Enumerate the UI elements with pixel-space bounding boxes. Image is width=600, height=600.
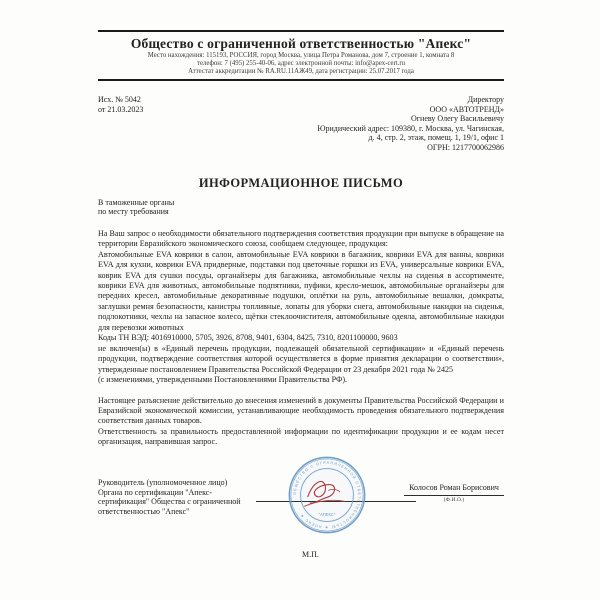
letterhead-bottom-rule	[98, 79, 504, 81]
round-stamp-icon	[287, 455, 367, 535]
signatory-title-line: сертификация" Общества с ограниченной	[98, 497, 241, 507]
signature-section	[98, 460, 504, 574]
company-name: Общество с ограниченной ответственностью "Апекс"	[130, 36, 472, 51]
outgoing-date: от 21.03.2023	[98, 104, 144, 114]
recipient-line: д. 4, стр. 2, этаж, помещ. 1, 19/1, офис 1	[368, 133, 504, 143]
body-paragraph-amendments: (с изменениями, утвержденными Постановлениями Правительства РФ).	[98, 375, 348, 385]
addressee-note	[98, 198, 504, 217]
recipient-line: ОГРН: 1217700062986	[427, 142, 504, 152]
body-paragraph-validity: Настоящее разъяснение действительно до внесения изменений в документы Правительства Российской Федерации и Евразийской экономической комиссии, устанавливающие необходимость проведения обязательного подтверждения соответствия данных товаров.	[98, 395, 504, 426]
company-stamp	[287, 455, 367, 535]
stamp-inner-text: "АПЕКС"	[318, 511, 336, 517]
recipient-line: Огневу Олегу Васильевичу	[411, 114, 504, 124]
signatory-title-line: ответственностью "Апекс"	[98, 507, 190, 517]
outgoing-number: Исх. № 5042	[98, 95, 141, 104]
body-paragraph-intro: На Ваш запрос о необходимости обязательного подтверждения соответствия продукции при выпуске в обращение на территории Евразийского экономического союза, сообщаем следующее, продукция:	[98, 228, 504, 249]
stamp-ring-text: ОБЩЕСТВО С ОГРАНИЧЕННОЙ ОТВЕТСТВЕННОСТЬЮ ★ АПЕКС ★	[292, 460, 362, 530]
letterhead	[98, 30, 504, 81]
body-paragraph-products: Автомобильные EVA коврики в салон, автомобильные EVA коврики в багажник, коврики EVA для ванны, коврики EVA для кухни, коврики EVA придверные, подставки под цветочные горшки из EVA, универсальные коврики EVA, коврик EVA для сушки посуды, органайзеры для багажника, автомобильные чехлы на сиденья в ассортименте, коврики EVA для животных, автомобильные подпятники, пуфики, кресло-мешок, автомобильные органайзеры для передних кресел, автомобильные декоративные подушки, оплётки на руль, автомобильные вешалки, домкраты, заглушки ремня безопасности, канистры топливные, лопаты для уборки снега, автомобильные накидки на сиденья, подлокотники, чехлы на запасное колесо, щётки стеклоочистителя, автомобильные одеяла, автомобильные накидки для перевозки животных	[98, 249, 504, 332]
letterhead-top-rule	[98, 30, 504, 32]
seal-place-mark: М.П.	[302, 549, 319, 559]
recipient-line: Директору	[467, 95, 504, 104]
document-content	[98, 0, 504, 574]
company-contacts: телефон: 7 (495) 255-40-06, адрес электронной почты: info@apex-cert.ru	[196, 60, 406, 67]
letter-body	[98, 229, 504, 448]
body-paragraph-inclusion: не включен(ы) в «Единый перечень продукции, подлежащей обязательной сертификации» и «Единый перечень продукции, подтверждение соответствия которой осуществляется в форме принятия декларации о соответствии», утвержденные постановлением Правительства Российской Федерации от 23 декабря 2021 года № 2425	[98, 343, 504, 374]
addressee-line: по месту требования	[98, 207, 169, 217]
signatory-name: Колосов Роман Борисович	[404, 483, 504, 496]
body-paragraph-responsibility: Ответственность за правильность предоставленной информации по идентификации продукции и ее кодам несет организация, направившая запрос.	[98, 426, 504, 447]
body-paragraph-codes: Коды ТН ВЭД: 4016910000, 5705, 3926, 8708, 9401, 6304, 8425, 7310, 8201100000, 9603	[98, 333, 398, 343]
company-accreditation: Аттестат аккредитации № RA.RU.11АЖ49, дата регистрации: 25.07.2017 года	[188, 68, 414, 75]
company-address: Место нахождения: 115193, РОССИЯ, город Москва, улица Петра Романова, дом 7, строение 1, комната 8	[147, 52, 455, 59]
signatory-title-line: Органа по сертификации "Апекс-	[98, 487, 212, 497]
outgoing-reference	[98, 95, 143, 153]
recipient-block	[317, 95, 504, 153]
document-title: ИНФОРМАЦИОННОЕ ПИСЬМО	[198, 175, 404, 190]
signatory-title-line: Руководитель (уполномоченное лицо)	[98, 477, 228, 487]
recipient-line: Юридический адрес: 109380, г. Москва, ул. Чагинская,	[317, 123, 504, 133]
signatory-name-caption: (Ф.И.О.)	[443, 496, 465, 503]
recipient-line: ООО «АВТОТРЕНД»	[429, 104, 504, 114]
addressee-line: В таможенные органы	[98, 197, 175, 207]
signatory-title	[98, 478, 270, 517]
reference-row	[98, 95, 504, 153]
signatory-name-block	[404, 483, 504, 503]
